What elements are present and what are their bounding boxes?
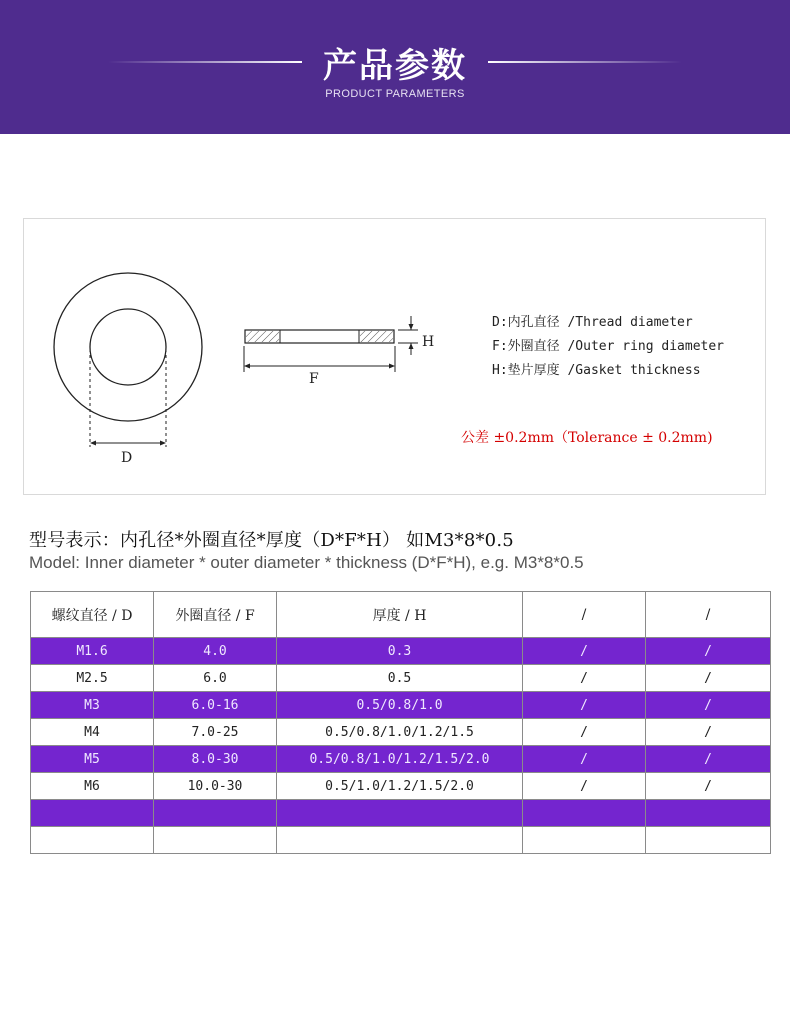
cell-thread: M2.5 — [31, 665, 154, 692]
side-view-hatch-right — [360, 331, 393, 342]
table-row — [31, 800, 771, 827]
d-label: D — [121, 450, 133, 466]
cell-extra-2: / — [646, 773, 771, 800]
cell-extra-2: / — [646, 719, 771, 746]
cell-extra-2: / — [646, 665, 771, 692]
cell-thread — [31, 827, 154, 854]
h-arrow-top — [409, 324, 414, 330]
table-row — [31, 692, 771, 719]
cell-thread: M6 — [31, 773, 154, 800]
cell-thickness: 0.5 — [277, 665, 523, 692]
banner-subtitle: PRODUCT PARAMETERS — [325, 88, 465, 100]
washer-outer-circle — [54, 273, 202, 421]
cell-extra-2: / — [646, 638, 771, 665]
washer-drawing — [24, 219, 767, 496]
cell-extra-1: / — [523, 719, 646, 746]
cell-thickness: 0.5/0.8/1.0/1.2/1.5 — [277, 719, 523, 746]
f-arrow-right — [389, 364, 395, 369]
cell-thread: M3 — [31, 692, 154, 719]
cell-extra-1: / — [523, 638, 646, 665]
cell-extra-1: / — [523, 692, 646, 719]
cell-thread: M4 — [31, 719, 154, 746]
cell-outer: 8.0-30 — [154, 746, 277, 773]
h-label: H — [422, 334, 435, 350]
table-header-row — [31, 592, 771, 638]
table-row — [31, 665, 771, 692]
cell-outer: 6.0-16 — [154, 692, 277, 719]
cell-thickness — [277, 800, 523, 827]
legend-gasket-thickness: H:垫片厚度 /Gasket thickness — [492, 363, 701, 378]
legend-outer-diameter: F:外圈直径 /Outer ring diameter — [492, 339, 725, 354]
header-extra-1: / — [523, 592, 646, 638]
cell-outer: 6.0 — [154, 665, 277, 692]
banner-divider-right — [488, 61, 682, 63]
cell-extra-1: / — [523, 665, 646, 692]
model-description-english: Model: Inner diameter * outer diameter * thickness (D*F*H), e.g. M3*8*0.5 — [29, 553, 584, 572]
f-arrow-left — [244, 364, 250, 369]
cell-extra-2: / — [646, 746, 771, 773]
cell-outer: 10.0-30 — [154, 773, 277, 800]
washer-diagram-panel — [23, 218, 766, 495]
cell-extra-1: / — [523, 773, 646, 800]
table-row — [31, 638, 771, 665]
cell-thread: M5 — [31, 746, 154, 773]
table-row — [31, 746, 771, 773]
cell-thread — [31, 800, 154, 827]
side-view-hatch-left — [246, 331, 279, 342]
table-row — [31, 827, 771, 854]
d-arrow-right — [160, 441, 166, 446]
d-arrow-left — [90, 441, 96, 446]
cell-thread: M1.6 — [31, 638, 154, 665]
cell-extra-2 — [646, 800, 771, 827]
f-label: F — [309, 371, 319, 387]
cell-thickness: 0.3 — [277, 638, 523, 665]
cell-outer: 7.0-25 — [154, 719, 277, 746]
cell-extra-1 — [523, 800, 646, 827]
h-arrow-bottom — [409, 343, 414, 349]
cell-outer: 4.0 — [154, 638, 277, 665]
cell-thickness: 0.5/0.8/1.0/1.2/1.5/2.0 — [277, 746, 523, 773]
cell-outer — [154, 800, 277, 827]
spec-table — [30, 591, 771, 854]
header-banner — [0, 0, 790, 134]
table-row — [31, 719, 771, 746]
header-extra-2: / — [646, 592, 771, 638]
washer-inner-circle — [90, 309, 166, 385]
cell-thickness: 0.5/1.0/1.2/1.5/2.0 — [277, 773, 523, 800]
cell-extra-2 — [646, 827, 771, 854]
legend-thread-diameter: D:内孔直径 /Thread diameter — [492, 315, 693, 330]
header-thread-diameter: 螺纹直径 / D — [31, 592, 154, 638]
cell-extra-2: / — [646, 692, 771, 719]
tolerance-note: 公差 ±0.2mm（Tolerance ± 0.2mm) — [461, 430, 713, 446]
cell-thickness — [277, 827, 523, 854]
cell-thickness: 0.5/0.8/1.0 — [277, 692, 523, 719]
cell-extra-1 — [523, 827, 646, 854]
banner-title: 产品参数 — [323, 46, 467, 86]
header-thickness: 厚度 / H — [277, 592, 523, 638]
cell-outer — [154, 827, 277, 854]
header-outer-diameter: 外圈直径 / F — [154, 592, 277, 638]
table-row — [31, 773, 771, 800]
cell-extra-1: / — [523, 746, 646, 773]
model-description-chinese: 型号表示：内孔径*外圈直径*厚度（D*F*H） 如M3*8*0.5 — [29, 530, 514, 551]
